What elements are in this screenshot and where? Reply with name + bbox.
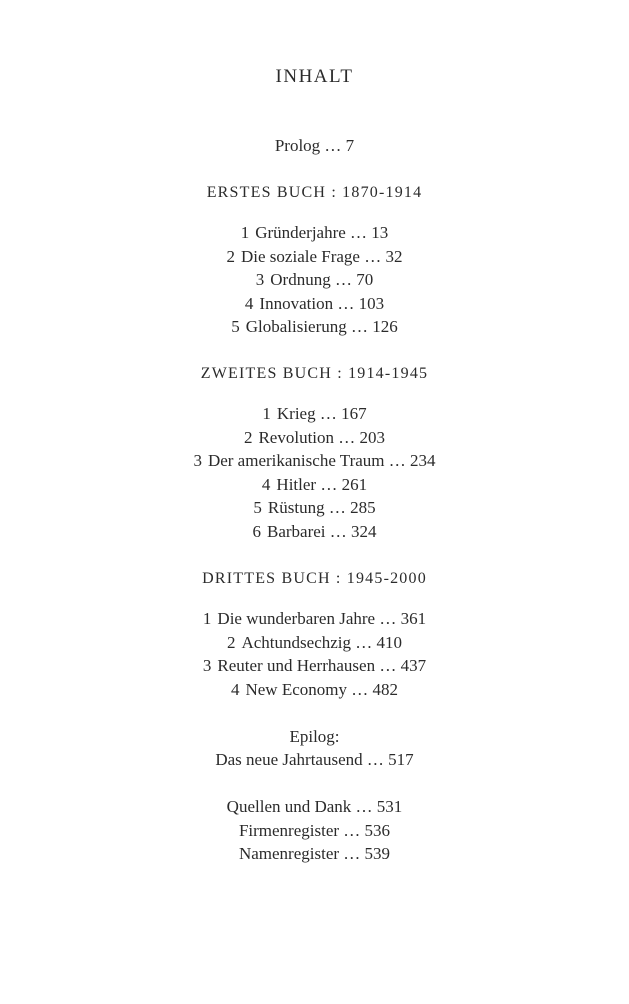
book-2-title: ZWEITES BUCH : 1914-1945: [200, 365, 429, 382]
toc-entry-book3-ch1[interactable]: [0, 608, 629, 630]
toc-entry-book1-ch4[interactable]: [0, 293, 629, 315]
toc-entry-book2-ch4[interactable]: [0, 474, 629, 496]
toc-entry-book2-ch5[interactable]: [0, 497, 629, 519]
toc-entry-book1-ch1[interactable]: [0, 222, 629, 244]
chapter-title: Revolution … 203: [258, 428, 386, 447]
chapter-number: 2: [243, 428, 253, 447]
chapter-title: Rüstung … 285: [267, 498, 376, 517]
toc-entry-book3-ch4[interactable]: [0, 679, 629, 701]
toc-entry-epilog[interactable]: Das neue Jahrtausend … 517: [215, 750, 414, 769]
chapter-number: 2: [226, 247, 236, 266]
chapter-number: 5: [231, 317, 240, 336]
toc-entry-prolog[interactable]: Prolog … 7: [274, 136, 355, 155]
toc-entry-book2-ch1[interactable]: [0, 403, 629, 425]
chapter-title: Die wunderbaren Jahre … 361: [217, 609, 427, 628]
toc-entry-name-index[interactable]: Namenregister … 539: [238, 844, 391, 863]
chapter-title: Der amerikanische Traum … 234: [207, 451, 436, 470]
chapter-title: Globalisierung … 126: [245, 317, 398, 336]
chapter-title: New Economy … 482: [245, 680, 398, 699]
chapter-title: Innovation … 103: [259, 294, 385, 313]
chapter-title: Gründerjahre … 13: [255, 223, 389, 242]
chapter-number: 1: [262, 404, 271, 423]
page-title: INHALT: [275, 66, 354, 87]
toc-entry-book2-ch6[interactable]: [0, 521, 629, 543]
toc-entry-company-index[interactable]: Firmenregister … 536: [238, 821, 391, 840]
chapter-title: Barbarei … 324: [266, 522, 377, 541]
chapter-number: 1: [202, 609, 212, 628]
toc-entry-book2-ch3[interactable]: [0, 450, 629, 472]
chapter-number: 4: [244, 294, 254, 313]
chapter-number: 3: [202, 656, 212, 675]
book-3-title: DRITTES BUCH : 1945-2000: [202, 570, 427, 587]
chapter-title: Reuter und Herrhausen … 437: [217, 656, 427, 675]
chapter-title: Die soziale Frage … 32: [241, 247, 403, 266]
toc-entry-book1-ch3[interactable]: [0, 269, 629, 291]
toc-entry-book1-ch2[interactable]: [0, 246, 629, 268]
chapter-number: 4: [261, 475, 271, 494]
toc-entry-sources[interactable]: Quellen und Dank … 531: [226, 797, 403, 816]
chapter-number: 3: [193, 451, 202, 470]
chapter-title: Hitler … 261: [276, 475, 368, 494]
chapter-number: 5: [253, 498, 262, 517]
chapter-number: 4: [230, 680, 240, 699]
toc-entry-book3-ch3[interactable]: [0, 655, 629, 677]
chapter-title: Krieg … 167: [276, 404, 367, 423]
chapter-title: Achtundsechzig … 410: [241, 633, 403, 652]
epilog-label: Epilog:: [289, 727, 340, 746]
toc-entry-book2-ch2[interactable]: [0, 427, 629, 449]
chapter-number: 1: [240, 223, 250, 242]
toc-entry-book3-ch2[interactable]: [0, 632, 629, 654]
chapter-title: Ordnung … 70: [270, 270, 374, 289]
book-1-title: ERSTES BUCH : 1870-1914: [206, 184, 423, 201]
chapter-number: 6: [252, 522, 261, 541]
toc-entry-book1-ch5[interactable]: [0, 316, 629, 338]
chapter-number: 3: [255, 270, 265, 289]
chapter-number: 2: [226, 633, 236, 652]
